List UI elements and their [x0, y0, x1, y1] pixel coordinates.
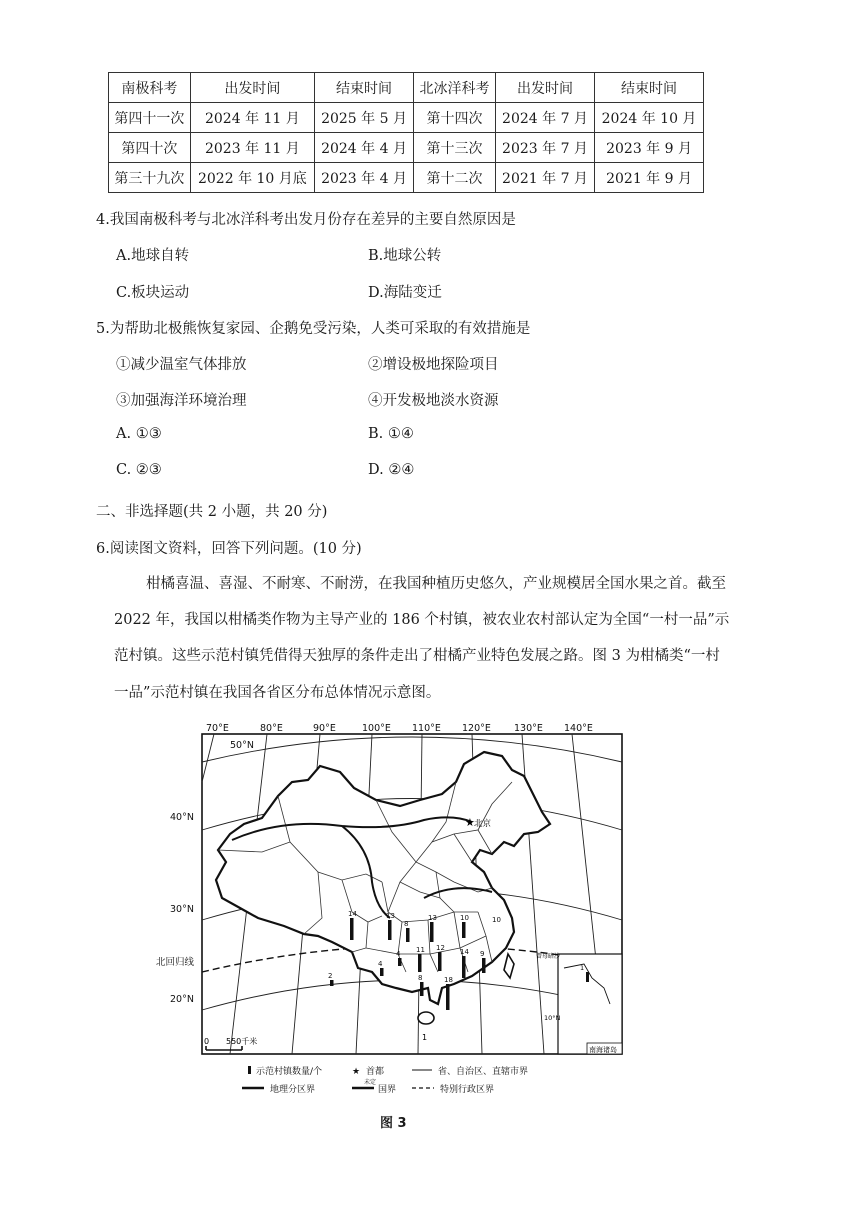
lon-label: 70°E — [206, 723, 229, 734]
lon-label: 90°E — [313, 723, 336, 734]
table-header-cell: 出发时间 — [190, 73, 314, 103]
q5-statement-2: ②增设极地探险项目 — [368, 357, 499, 373]
table-cell: 2021 年 9 月 — [595, 163, 704, 193]
capital-star-icon: ★ — [465, 816, 475, 829]
q5-statement-3: ③加强海洋环境治理 — [116, 393, 247, 409]
svg-text:8: 8 — [418, 974, 423, 982]
lat-label: 20°N — [170, 994, 194, 1005]
q5-statement-4: ④开发极地淡水资源 — [368, 393, 499, 409]
svg-text:10: 10 — [460, 914, 469, 922]
q5-statement-1: ①减少温室气体排放 — [116, 357, 247, 373]
legend-star-icon: ★ — [352, 1067, 361, 1077]
q5-option-c: C. ②③ — [116, 462, 162, 478]
legend-sar-label: 特别行政区界 — [440, 1085, 495, 1095]
table-row — [109, 163, 704, 193]
longitude-labels — [206, 723, 593, 734]
q5-option-a: A. ①③ — [116, 426, 162, 442]
table-cell: 2021 年 7 月 — [495, 163, 594, 193]
lon-label: 120°E — [462, 723, 491, 734]
map-legend — [242, 1065, 528, 1095]
lon-label: 80°E — [260, 723, 283, 734]
svg-text:13: 13 — [428, 914, 437, 922]
figure-caption: 图 3 — [380, 1116, 407, 1131]
bar-number: 1 — [422, 1033, 428, 1042]
svg-text:18: 18 — [444, 976, 453, 984]
svg-text:14: 14 — [460, 948, 469, 956]
table-cell: 2023 年 4 月 — [314, 163, 413, 193]
inset-label: 南海诸岛 — [589, 1046, 617, 1054]
svg-text:0: 0 — [204, 1037, 210, 1046]
lat-label: 50°N — [230, 740, 254, 751]
table-header-cell: 出发时间 — [495, 73, 594, 103]
svg-text:2: 2 — [328, 972, 333, 980]
table-cell: 2023 年 11 月 — [190, 133, 314, 163]
capital-label: 北京 — [474, 819, 492, 829]
svg-text:14: 14 — [348, 910, 357, 918]
svg-text:9: 9 — [480, 950, 485, 958]
svg-text:550千米: 550千米 — [226, 1037, 258, 1046]
table-header-row — [109, 73, 704, 103]
svg-text:12: 12 — [436, 944, 445, 952]
q4-option-c: C.板块运动 — [116, 285, 190, 301]
legend-capital-label: 首都 — [366, 1067, 385, 1077]
china-citrus-map — [156, 722, 632, 1112]
table-cell: 第三十九次 — [109, 163, 191, 193]
paragraph-line: 2022 年，我国以柑橘类作物为主导产业的 186 个村镇，被农业农村部认定为全国“一村一品”示 — [114, 612, 730, 628]
lon-label: 110°E — [412, 723, 441, 734]
q5-option-d: D. ②④ — [368, 462, 415, 478]
table-header-cell: 结束时间 — [595, 73, 704, 103]
svg-text:1: 1 — [580, 964, 585, 972]
table-cell: 第四十次 — [109, 133, 191, 163]
table-cell: 2025 年 5 月 — [314, 103, 413, 133]
table-header-cell: 结束时间 — [314, 73, 413, 103]
question-5-stem: 5.为帮助北极熊恢复家园、企鹅免受污染，人类可采取的有效措施是 — [96, 321, 531, 337]
svg-text:13: 13 — [386, 912, 395, 920]
table-cell: 第十二次 — [414, 163, 496, 193]
citrus-bar — [492, 916, 501, 924]
q5-option-b: B. ①④ — [368, 426, 414, 442]
lon-label: 100°E — [362, 723, 391, 734]
question-6-stem: 6.阅读图文资料，回答下列问题。(10 分) — [96, 541, 362, 557]
table-row — [109, 133, 704, 163]
lon-label: 130°E — [514, 723, 543, 734]
svg-text:8: 8 — [404, 920, 409, 928]
table-cell: 2023 年 9 月 — [595, 133, 704, 163]
q4-option-d: D.海陆变迁 — [368, 285, 442, 301]
lat-label: 30°N — [170, 904, 194, 915]
svg-text:4: 4 — [378, 960, 383, 968]
table-header-cell: 北冰洋科考 — [414, 73, 496, 103]
table-cell: 2024 年 10 月 — [595, 103, 704, 133]
lon-label: 140°E — [564, 723, 593, 734]
legend-province-label: 省、自治区、直辖市界 — [438, 1067, 529, 1077]
paragraph-line: 柑橘喜温、喜湿、不耐寒、不耐涝，在我国种植历史悠久，产业规模居全国水果之首。截至 — [146, 576, 726, 592]
table-cell: 2024 年 4 月 — [314, 133, 413, 163]
paragraph-line: 一品”示范村镇在我国各省区分布总体情况示意图。 — [114, 685, 441, 701]
question-4-stem: 4.我国南极科考与北冰洋科考出发月份存在差异的主要自然原因是 — [96, 212, 516, 228]
table-cell: 2024 年 7 月 — [495, 103, 594, 133]
hainan-outline — [418, 1012, 434, 1024]
table-cell: 2023 年 7 月 — [495, 133, 594, 163]
lat-label: 北回归线 — [156, 957, 195, 968]
legend-national-sample: 未定 — [364, 1079, 377, 1086]
table-cell: 第十四次 — [414, 103, 496, 133]
table-row — [109, 103, 704, 133]
table-cell: 第四十一次 — [109, 103, 191, 133]
svg-text:11: 11 — [416, 946, 425, 954]
section-heading: 二、非选择题(共 2 小题，共 20 分) — [96, 504, 328, 520]
svg-text:4: 4 — [396, 950, 401, 958]
lat-label: 40°N — [170, 812, 194, 823]
q4-option-a: A.地球自转 — [116, 248, 190, 264]
svg-text:10: 10 — [492, 916, 501, 924]
legend-region-label: 地理分区界 — [270, 1085, 316, 1095]
expedition-table — [108, 72, 704, 193]
table-header-cell: 南极科考 — [109, 73, 191, 103]
legend-bar-label: 示范村镇数量/个 — [256, 1067, 323, 1077]
legend-national-label: 国界 — [378, 1085, 397, 1095]
table-cell: 第十三次 — [414, 133, 496, 163]
table-cell: 2022 年 10 月底 — [190, 163, 314, 193]
q4-option-b: B.地球公转 — [368, 248, 442, 264]
paragraph-line: 范村镇。这些示范村镇凭借得天独厚的条件走出了柑橘产业特色发展之路。图 3 为柑橘类“一村 — [114, 648, 720, 664]
inset-lat: 10°N — [544, 1014, 561, 1022]
inset-note: 曾母暗沙 — [536, 953, 561, 960]
table-cell: 2024 年 11 月 — [190, 103, 314, 133]
